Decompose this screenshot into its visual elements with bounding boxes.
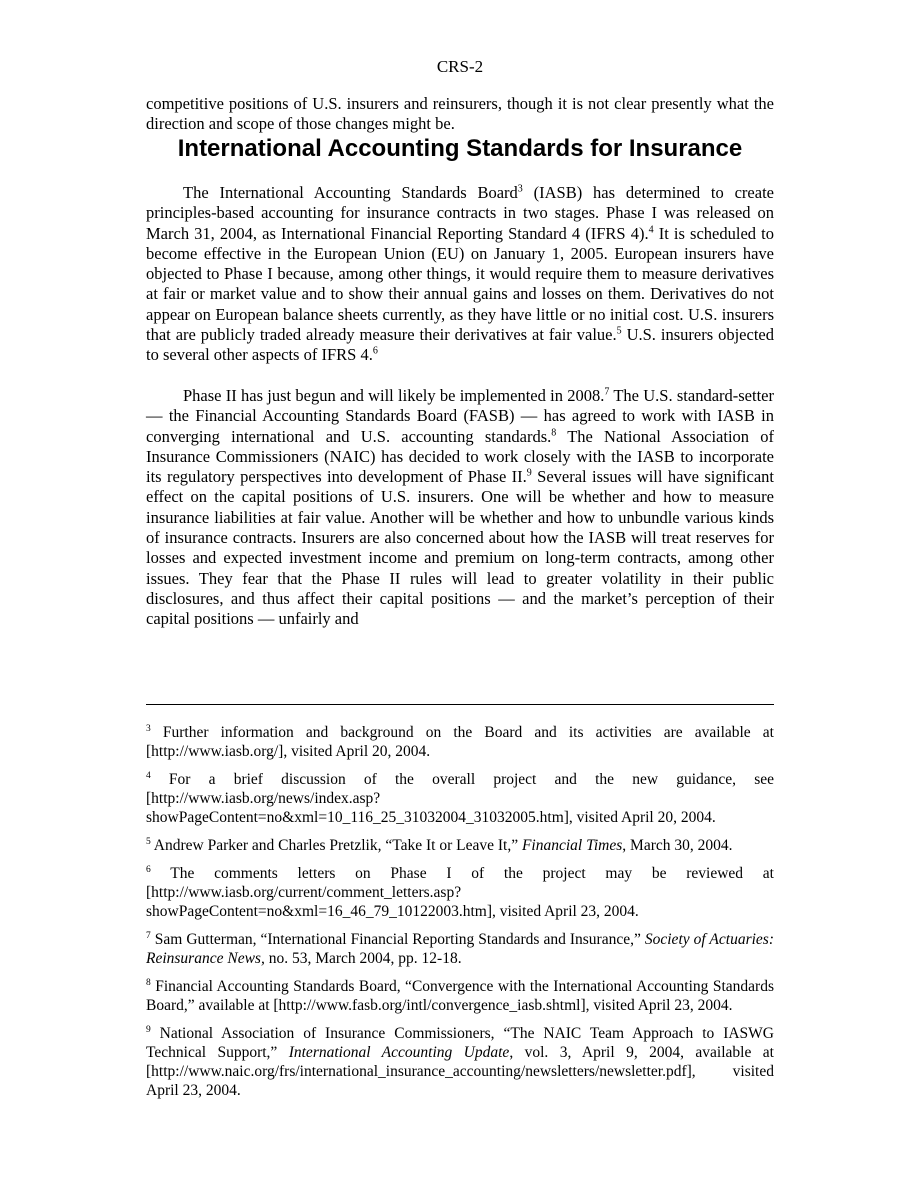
footnote-ref-3[interactable]: 3 xyxy=(517,183,523,195)
footnote-text: Financial Accounting Standards Board, “Convergence with the International Accounting Standards Board,” available at [http://www.fasb.org/intl/convergence_iasb.shtml], visited April 23, 2004. xyxy=(146,977,774,1014)
footnote-text: The comments letters on Phase I of the project may be reviewed at [http://www.iasb.org/current/comment_letters.asp?showPageContent=no&xml=16_46_79_10122003.htm], visited April 23, 2004. xyxy=(146,864,774,921)
text-run: (IASB) has determined to create principles-based accounting for insurance contracts in two stages. Phase I was released on March 31, 2004, as International Financial Reporting Standard 4 (IFRS 4). xyxy=(146,183,774,243)
footnote-italic: Society of Actuaries: Reinsurance News, xyxy=(146,930,775,968)
footnote-number: 9 xyxy=(146,1024,151,1035)
footnotes-section xyxy=(146,723,774,1109)
footnote-tail: , vol. 3, April 9, 2004, available at [http://www.naic.org/frs/international_insurance_accounting/newsletters/newsletter.pdf], visited April 23, 2004. xyxy=(146,1043,774,1100)
footnote-text: Andrew Parker and Charles Pretzlik, “Take It or Leave It,” xyxy=(150,837,522,855)
footnote-ref-9[interactable]: 9 xyxy=(526,467,532,479)
paragraph-iasb xyxy=(146,183,774,366)
footnote-italic: International Accounting Update xyxy=(288,1043,510,1061)
footnote-number: 4 xyxy=(146,770,151,781)
page-header: CRS-2 xyxy=(436,57,484,76)
intro-text: competitive positions of U.S. insurers and reinsurers, though it is not clear presently what the direction and scope of those changes might be. xyxy=(146,94,774,134)
text-run: The International Accounting Standards Board xyxy=(183,183,518,202)
text-run: It is scheduled to become effective in the European Union (EU) on January 1, 2005. European insurers have objected to Phase I because, among other things, it would require them to measure derivatives at fair or market value and to show their annual gains and losses on them. Derivatives do not appear on European balance sheets currently, as they have little or no initial cost. U.S. insurers that are publicly traded already measure their derivatives at fair value. xyxy=(146,223,774,345)
footnote-tail: no. 53, March 2004, pp. 12-18. xyxy=(264,950,462,968)
footnote-ref-5[interactable]: 5 xyxy=(616,325,622,337)
footnote-ref-6[interactable]: 6 xyxy=(372,345,378,357)
footnote-divider xyxy=(146,704,774,705)
footnote-ref-4[interactable]: 4 xyxy=(648,224,654,236)
footnote-9 xyxy=(146,1024,774,1101)
footnote-text: Sam Gutterman, “International Financial Reporting Standards and Insurance,” xyxy=(150,930,645,948)
text-run: U.S. insurers objected to several other aspects of IFRS 4. xyxy=(146,325,774,365)
text-run: Several issues will have significant effect on the capital positions of U.S. insurers. One will be whether and how to measure insurance liabilities at fair value. Another will be whether and how to unbundle various kinds of insurance contracts. Insurers are also concerned about how the IASB will treat reserves for losses and expected investment income and premium on long-term contracts, among other issues. They fear that the Phase II rules will lead to greater volatility in their public disclosures, and thus affect their capital positions — and the market’s perception of their capital positions — unfairly and xyxy=(146,467,774,629)
footnote-text: National Association of Insurance Commissioners, “The NAIC Team Approach to IASWG Technical Support,” xyxy=(146,1024,774,1061)
text-run: The U.S. standard-setter — the Financial Accounting Standards Board (FASB) — has agreed to work with IASB in converging international and U.S. accounting standards. xyxy=(146,386,774,446)
footnote-3 xyxy=(146,723,774,761)
footnote-6 xyxy=(146,864,774,922)
footnote-text: Further information and background on the Board and its activities are available at [http://www.iasb.org/], visited April 20, 2004. xyxy=(146,724,774,761)
paragraph-phase-two-text xyxy=(146,386,774,630)
footnote-8 xyxy=(146,977,774,1015)
text-run: Phase II has just begun and will likely be implemented in 2008. xyxy=(183,386,605,405)
footnote-5 xyxy=(146,836,774,855)
footnote-ref-8[interactable]: 8 xyxy=(551,427,557,439)
section-heading: International Accounting Standards for Insurance xyxy=(177,135,743,162)
intro-paragraph xyxy=(146,94,774,135)
footnote-number: 3 xyxy=(146,723,151,734)
footnote-tail: , March 30, 2004. xyxy=(622,837,733,855)
footnote-ref-7[interactable]: 7 xyxy=(604,386,610,398)
footnote-italic: Financial Times xyxy=(521,837,623,855)
footnote-number: 5 xyxy=(146,836,151,847)
footnote-number: 6 xyxy=(146,864,151,875)
footnote-text: For a brief discussion of the overall project and the new guidance, see [http://www.iasb.org/news/index.asp?showPageContent=no&xml=10_116_25_31032004_31032005.htm], visited April 20, 2004. xyxy=(146,770,774,827)
paragraph-iasb-text xyxy=(146,183,774,366)
footnote-7 xyxy=(146,930,774,968)
footnote-number: 7 xyxy=(146,930,151,941)
footnote-number: 8 xyxy=(146,977,151,988)
paragraph-phase-two xyxy=(146,386,774,630)
footnote-4 xyxy=(146,770,774,828)
text-run: The National Association of Insurance Commissioners (NAIC) has decided to work closely with the IASB to incorporate its regulatory perspectives into development of Phase II. xyxy=(146,426,774,487)
